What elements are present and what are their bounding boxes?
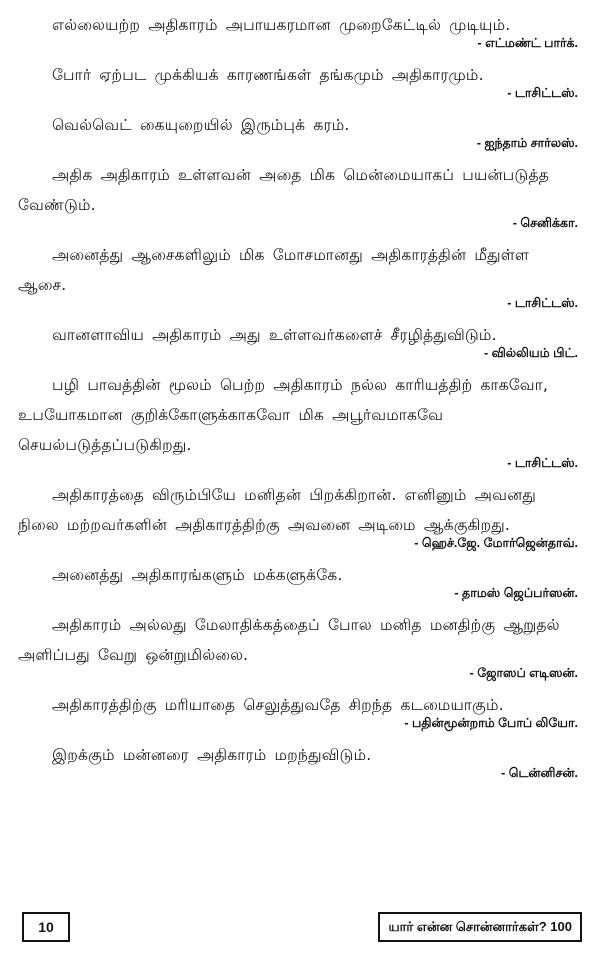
quote-text: அதிகாரத்திற்கு மரியாதை செலுத்துவதே சிறந்த கடமையாகும். [52, 696, 504, 714]
quote-text: அனைத்து ஆசைகளிலும் மிக மோசமானது அதிகாரத்தின் மீதுள்ள ஆசை. [18, 246, 530, 294]
quote-item [18, 110, 582, 152]
quote-author: - டென்னிசன். [501, 766, 578, 780]
quote-text: அதிக அதிகாரம் உள்ளவன் அதை மிக மென்மையாகப் பயன்படுத்த வேண்டும். [18, 166, 550, 214]
quote-author: - செனிக்கா. [512, 216, 578, 230]
quote-text: அதிகாரம் அல்லது மேலாதிக்கத்தைப் போல மனித மனதிற்கு ஆறுதல் அளிப்பது வேறு ஒன்றுமில்லை. [18, 616, 560, 664]
quote-author: - எட்மண்ட் பார்க். [477, 36, 578, 50]
quote-item [18, 740, 582, 782]
quote-text: போர் ஏற்பட முக்கியக் காரணங்கள் தங்கமும் அதிகாரமும். [52, 66, 484, 84]
quote-item [18, 160, 582, 232]
quote-author: - ஜோஸப் எடிஸன். [469, 666, 578, 680]
quote-item [18, 610, 582, 682]
page-number: 10 [22, 912, 70, 942]
quote-text: பழி பாவத்தின் மூலம் பெற்ற அதிகாரம் நல்ல காரியத்திற் காகவோ, உபயோகமான குறிக்கோளுக்காகவோ மிக அபூர்வமாகவே செயல்படுத்தப்படுகிறது. [18, 376, 549, 454]
quote-text: இறக்கும் மன்னரை அதிகாரம் மறந்துவிடும். [52, 746, 372, 764]
quote-item [18, 10, 582, 52]
quote-item [18, 60, 582, 102]
quote-author: - ஹெச்.ஜே. மோர்ஜென்தாவ். [414, 536, 578, 550]
quote-text: வானளாவிய அதிகாரம் அது உள்ளவர்களைச் சீரழித்துவிடும். [52, 326, 497, 344]
quote-item [18, 370, 582, 472]
quote-item [18, 480, 582, 552]
quote-author: - தாமஸ் ஜெப்பர்ஸன். [454, 586, 578, 600]
quote-author: - பதின்மூன்றாம் போப் லியோ. [404, 716, 578, 730]
quote-author: - டாசிட்டஸ். [507, 456, 578, 470]
quote-author: - டாசிட்டஸ். [507, 296, 578, 310]
quote-text: வெல்வெட் கையுறையில் இரும்புக் கரம். [52, 116, 350, 134]
quote-item [18, 560, 582, 602]
quote-item [18, 320, 582, 362]
quote-text: எல்லையற்ற அதிகாரம் அபாயகரமான முறைகேட்டில் முடியும். [52, 16, 511, 34]
page-footer [22, 912, 582, 940]
quote-author: - ஐந்தாம் சார்லஸ். [476, 136, 578, 150]
book-title: யார் என்ன சொன்னார்கள்? 100 [378, 912, 582, 942]
quote-item [18, 690, 582, 732]
quote-list [18, 10, 582, 790]
quote-author: - வில்லியம் பிட். [483, 346, 578, 360]
quote-author: - டாசிட்டஸ். [507, 86, 578, 100]
quote-text: அதிகாரத்தை விரும்பியே மனிதன் பிறக்கிறான். எனினும் அவனது நிலை மற்றவர்களின் அதிகாரத்திற்கு அவனை அடிமை ஆக்குகிறது. [18, 486, 537, 534]
quote-text: அனைத்து அதிகாரங்களும் மக்களுக்கே. [52, 566, 343, 584]
quote-item [18, 240, 582, 312]
